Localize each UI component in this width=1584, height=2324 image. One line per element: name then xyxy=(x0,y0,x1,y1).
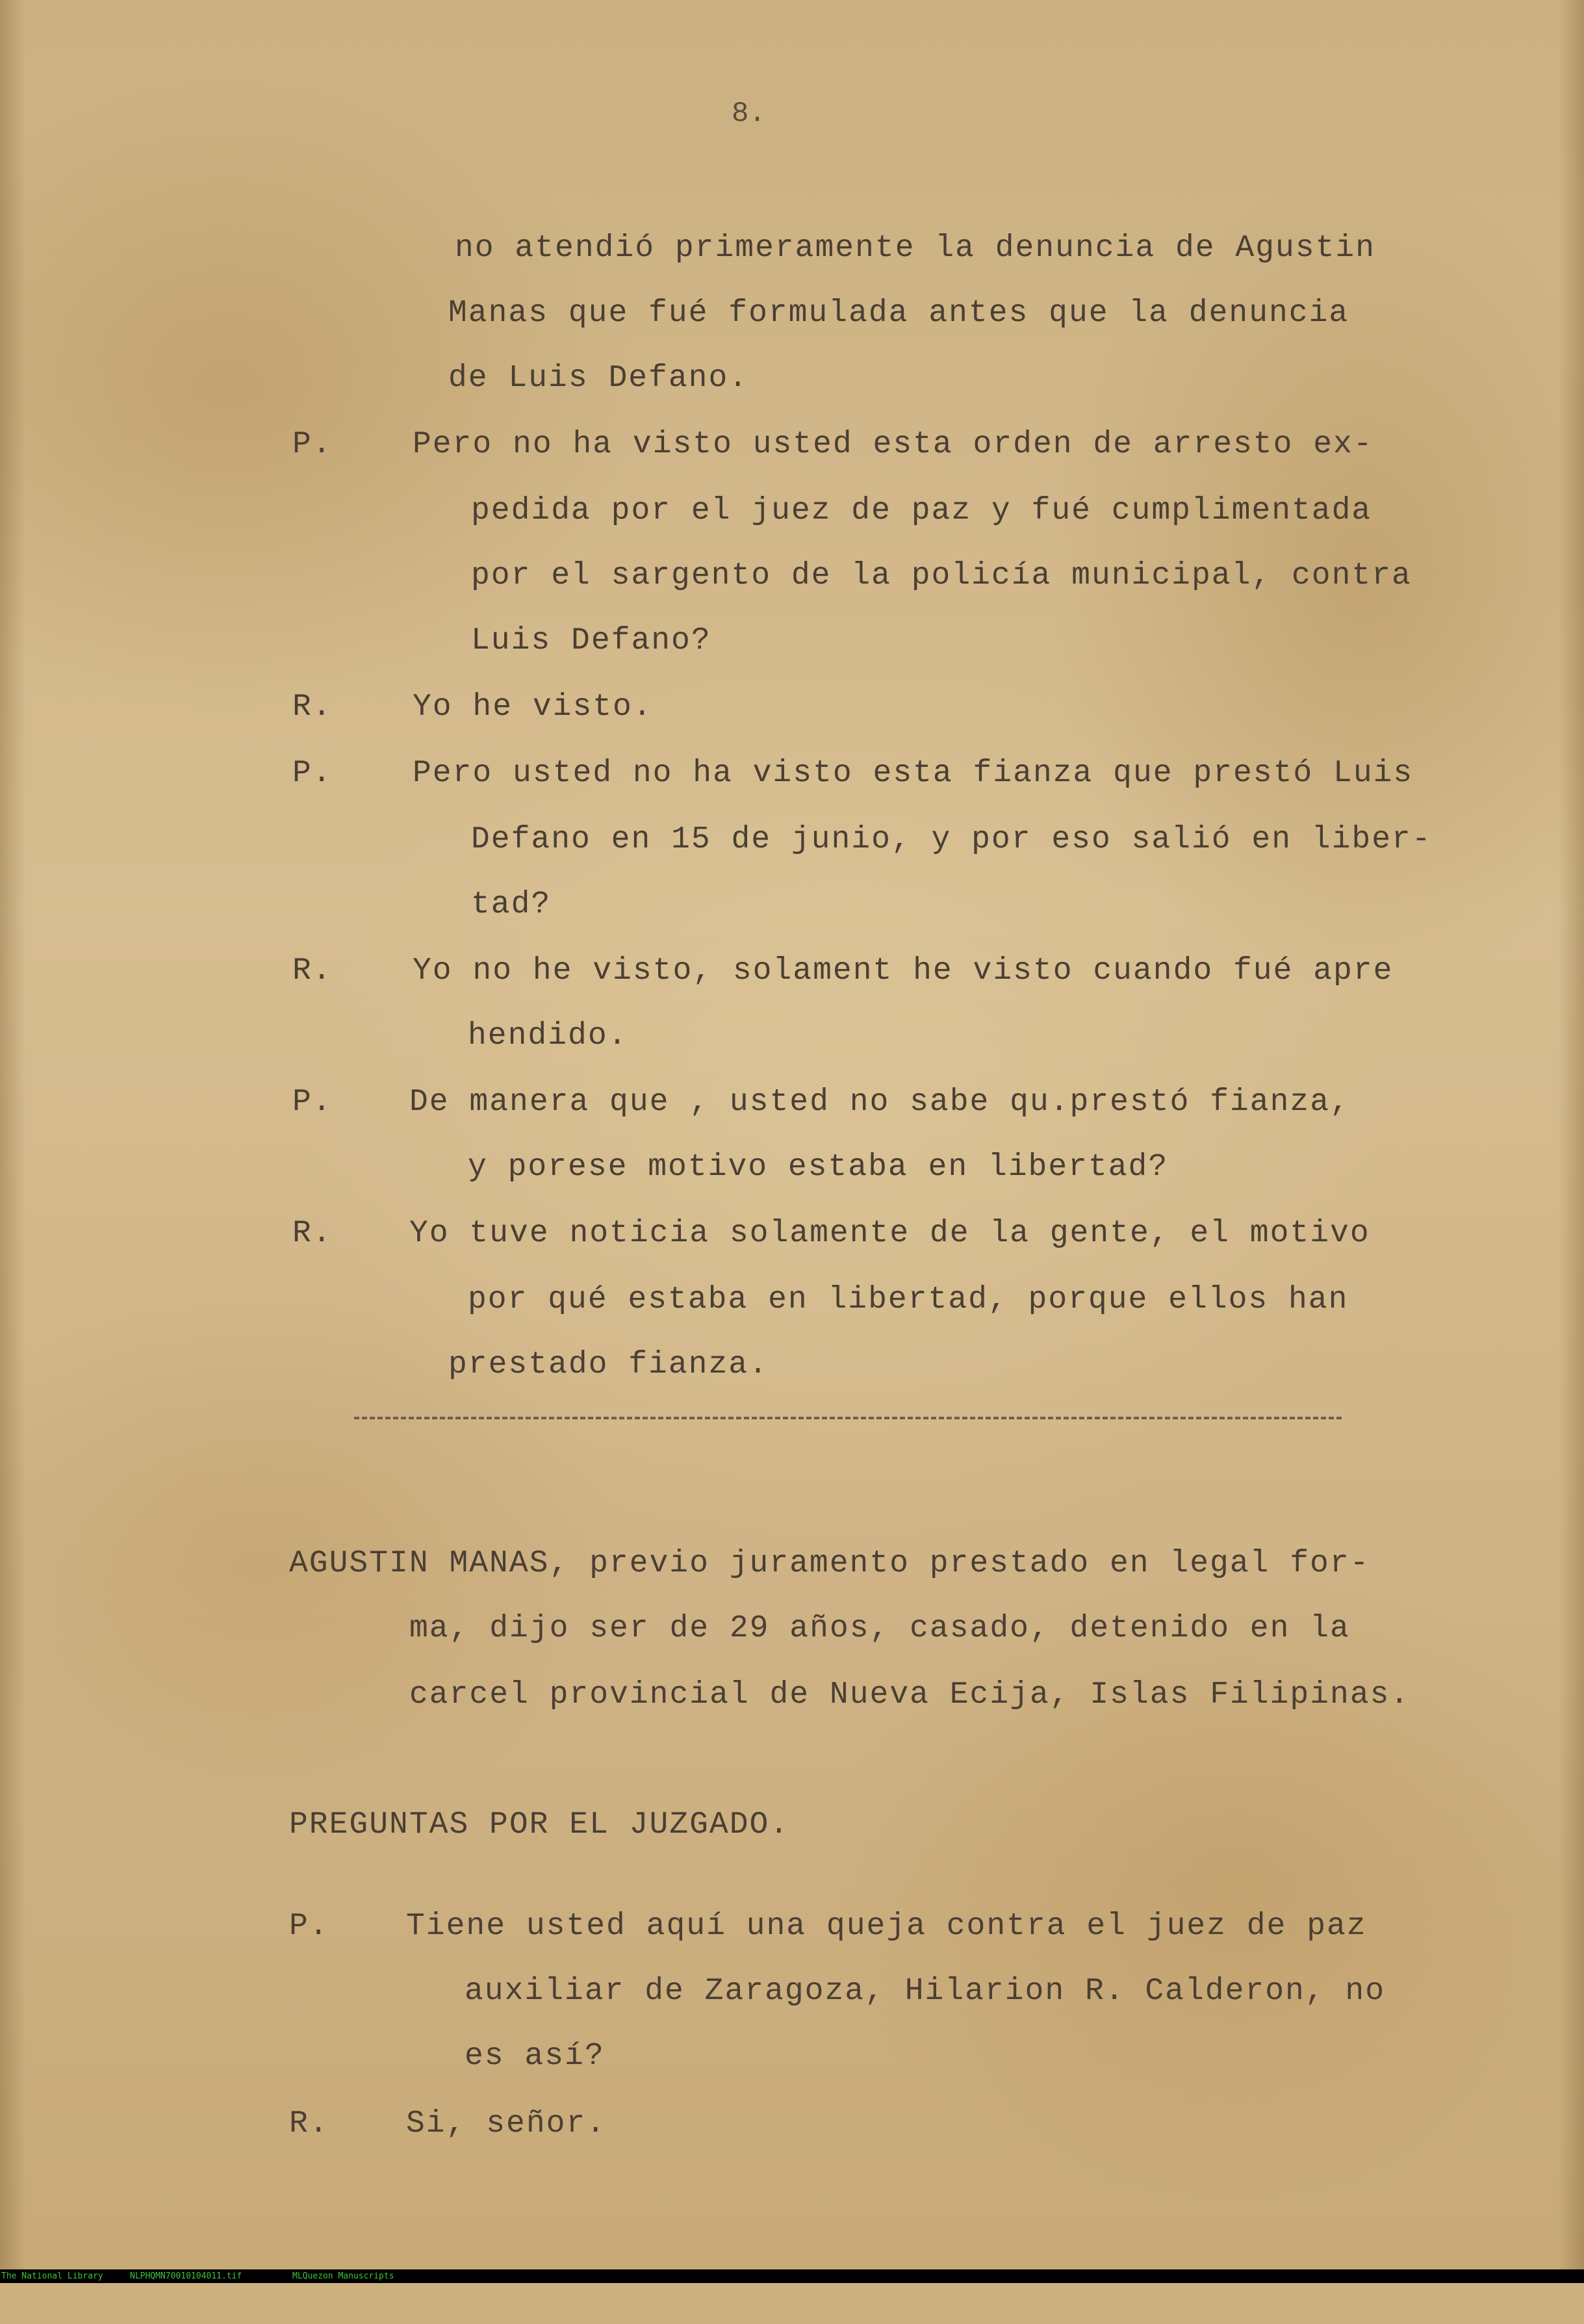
text-line: carcel provincial de Nueva Ecija, Islas Filipinas. xyxy=(409,1677,1411,1712)
text-line: Si, señor. xyxy=(406,2106,607,2141)
text-line: Luis Defano? xyxy=(471,623,711,658)
footer-collection: MLQuezon Manuscripts xyxy=(292,2271,394,2281)
text-line: Yo he visto. xyxy=(413,690,653,725)
text-line: ma, dijo ser de 29 años, casado, detenido en la xyxy=(409,1611,1350,1646)
text-line: tad? xyxy=(471,887,552,922)
witness-intro: AGUSTIN MANAS, previo juramento prestado en legal for- xyxy=(289,1546,1370,1581)
text-line: y porese motivo estaba en libertad? xyxy=(468,1150,1169,1185)
text-line: hendido. xyxy=(468,1018,628,1053)
answer-label: R. xyxy=(292,953,333,988)
text-line: De manera que , usted no sabe qu.prestó fianza, xyxy=(409,1085,1350,1120)
scan-footer-bar xyxy=(0,2269,1584,2283)
text-line: por qué estaba en libertad, porque ellos han xyxy=(468,1282,1349,1317)
section-divider xyxy=(354,1417,1342,1419)
section-heading: PREGUNTAS POR EL JUZGADO. xyxy=(289,1807,790,1842)
text-line: Tiene usted aquí una queja contra el juez de paz xyxy=(406,1909,1367,1944)
text-line: pedida por el juez de paz y fué cumplimentada xyxy=(471,493,1372,528)
answer-label: R. xyxy=(292,1216,333,1251)
page-edge-shadow-left xyxy=(0,0,26,2269)
question-label: P. xyxy=(292,1085,333,1120)
answer-label: R. xyxy=(289,2106,329,2141)
text-line: Yo no he visto, solament he visto cuando fué apre xyxy=(413,953,1394,988)
text-line: Pero usted no ha visto esta fianza que prestó Luis xyxy=(413,756,1414,791)
footer-library: The National Library xyxy=(1,2271,103,2281)
text-line: prestado fianza. xyxy=(448,1347,769,1382)
text-line: no atendió primeramente la denuncia de Agustin xyxy=(455,231,1376,266)
question-label: P. xyxy=(292,427,333,462)
question-label: P. xyxy=(289,1909,329,1944)
text-line: Pero no ha visto usted esta orden de arresto ex- xyxy=(413,427,1373,462)
answer-label: R. xyxy=(292,690,333,725)
text-line: auxiliar de Zaragoza, Hilarion R. Calderon, no xyxy=(465,1974,1386,2009)
page-number: 8. xyxy=(732,97,766,130)
text-line: es así? xyxy=(465,2039,605,2074)
footer-file: NLPHQMN70010104011.tif xyxy=(130,2271,242,2281)
question-label: P. xyxy=(292,756,333,791)
page-edge-shadow-right xyxy=(1558,0,1584,2269)
text-line: Defano en 15 de junio, y por eso salió en liber- xyxy=(471,822,1432,857)
text-line: Yo tuve noticia solamente de la gente, el motivo xyxy=(409,1216,1370,1251)
text-line: Manas que fué formulada antes que la denuncia xyxy=(448,296,1349,331)
text-line: por el sargento de la policía municipal, contra xyxy=(471,558,1412,593)
text-line: de Luis Defano. xyxy=(448,361,749,396)
